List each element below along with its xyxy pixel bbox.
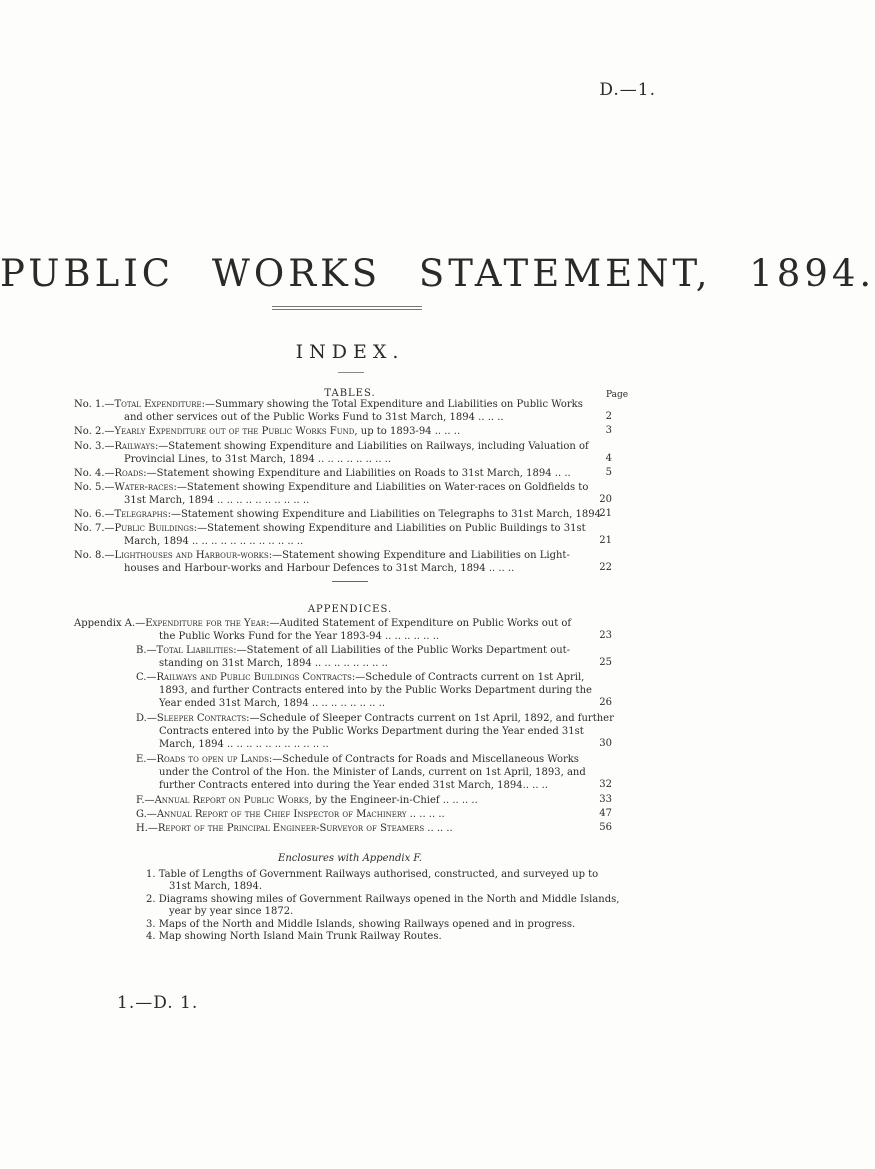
tables-heading: TABLES.: [324, 388, 376, 399]
appendix-entry-line: standing on 31st March, 1894 .. .. .. .. .. .. .. ..: [159, 658, 388, 669]
appendix-entry-line: Year ended 31st March, 1894 .. .. .. .. .. .. .. ..: [159, 698, 386, 709]
appendix-entry-line: F.—Annual Report on Public Works, by the Engineer-in-Chief .. .. .. ..: [136, 795, 478, 806]
table-entry-line: No. 1.—Total Expenditure:—Summary showing the Total Expenditure and Liabilities on Public Works: [74, 399, 583, 410]
page-column-label: Page: [606, 390, 629, 400]
table-entry-line: No. 6.—Telegraphs:—Statement showing Expenditure and Liabilities on Telegraphs to 31st March, 1894: [74, 509, 601, 520]
appendix-entry-line: E.—Roads to open up Lands:—Schedule of Contracts for Roads and Miscellaneous Works: [136, 754, 579, 765]
enclosure-item-line: 31st March, 1894.: [169, 881, 263, 892]
page-number: 56: [599, 822, 612, 833]
appendix-entry-line: further Contracts entered into during the Year ended 31st March, 1894.. .. ..: [159, 780, 549, 791]
page-number: 2: [605, 411, 612, 422]
table-entry-line: houses and Harbour-works and Harbour Defences to 31st March, 1894 .. .. ..: [124, 563, 515, 574]
appendix-entry-line: B.—Total Liabilities:—Statement of all Liabilities of the Public Works Department out-: [136, 645, 571, 656]
index-divider: [338, 372, 364, 373]
table-entry-line: No. 8.—Lighthouses and Harbour-works:—Statement showing Expenditure and Liabilities on Light-: [74, 550, 570, 561]
page-number: 22: [599, 562, 612, 573]
appendices-heading: APPENDICES.: [307, 604, 393, 615]
page-title: PUBLIC WORKS STATEMENT, 1894.: [0, 252, 875, 295]
enclosures-heading: Enclosures with Appendix F.: [278, 853, 422, 864]
table-entry-line: March, 1894 .. .. .. .. .. .. .. .. .. .. .. ..: [124, 536, 304, 547]
page-number: 4: [605, 453, 612, 464]
appendix-entry-line: C.—Railways and Public Buildings Contracts:—Schedule of Contracts current on 1st April,: [136, 672, 585, 683]
appendix-entry-line: G.—Annual Report of the Chief Inspector of Machinery .. .. .. ..: [136, 809, 445, 820]
appendix-entry-line: 1893, and further Contracts entered into by the Public Works Department during the: [159, 685, 592, 696]
page-number: 26: [599, 697, 612, 708]
table-entry-line: 31st March, 1894 .. .. .. .. .. .. .. .. .. ..: [124, 495, 310, 506]
appendix-entry-line: H.—Report of the Principal Engineer-Surveyor of Steamers .. .. ..: [136, 823, 453, 834]
title-divider: [272, 306, 422, 310]
appendix-entry-line: under the Control of the Hon. the Minister of Lands, current on 1st April, 1893, and: [159, 767, 586, 778]
table-entry-line: No. 5.—Water-races:—Statement showing Expenditure and Liabilities on Water-races on Goldfields to: [74, 482, 589, 493]
appendix-entry-line: Appendix A.—Expenditure for the Year:—Audited Statement of Expenditure on Public Works out of: [74, 618, 572, 629]
page-number: 21: [599, 508, 612, 519]
page-number: 20: [599, 494, 612, 505]
page-number: 32: [599, 779, 612, 790]
table-entry-line: Provincial Lines, to 31st March, 1894 .. .. .. .. .. .. .. ..: [124, 454, 392, 465]
table-entry-line: No. 7.—Public Buildings:—Statement showing Expenditure and Liabilities on Public Buildings to 31st: [74, 523, 586, 534]
table-entry-line: No. 2.—Yearly Expenditure out of the Public Works Fund, up to 1893-94 .. .. ..: [74, 426, 461, 437]
page-number: 23: [599, 630, 612, 641]
table-entry-line: No. 3.—Railways:—Statement showing Expenditure and Liabilities on Railways, including Valuation of: [74, 441, 589, 452]
page-number: 25: [599, 657, 612, 668]
document-code: D.—1.: [599, 80, 656, 100]
page-number: 30: [599, 738, 612, 749]
index-heading: INDEX.: [295, 341, 405, 363]
enclosure-item: 2. Diagrams showing miles of Government Railways opened in the North and Middle Islands,: [146, 894, 620, 905]
page-number: 3: [605, 425, 612, 436]
enclosure-item-line: year by year since 1872.: [169, 906, 294, 917]
enclosure-item: 4. Map showing North Island Main Trunk Railway Routes.: [146, 931, 442, 942]
table-entry-line: and other services out of the Public Works Fund to 31st March, 1894 .. .. ..: [124, 412, 504, 423]
footer-code: 1.—D. 1.: [117, 993, 199, 1013]
enclosure-item: 1. Table of Lengths of Government Railways authorised, constructed, and surveyed up to: [146, 869, 599, 880]
page-number: 5: [605, 467, 612, 478]
table-entry-line: No. 4.—Roads:—Statement showing Expenditure and Liabilities on Roads to 31st March, 1894 .. ..: [74, 468, 571, 479]
appendix-entry-line: D.—Sleeper Contracts:—Schedule of Sleeper Contracts current on 1st April, 1892, and further: [136, 713, 614, 724]
page-number: 33: [599, 794, 612, 805]
section-divider: [332, 581, 368, 582]
appendix-entry-line: the Public Works Fund for the Year 1893-94 .. .. .. .. .. ..: [159, 631, 440, 642]
page-number: 47: [599, 808, 612, 819]
enclosure-item: 3. Maps of the North and Middle Islands, showing Railways opened and in progress.: [146, 919, 576, 930]
appendix-entry-line: Contracts entered into by the Public Works Department during the Year ended 31st: [159, 726, 584, 737]
page-number: 21: [599, 535, 612, 546]
appendix-entry-line: March, 1894 .. .. .. .. .. .. .. .. .. .. ..: [159, 739, 329, 750]
